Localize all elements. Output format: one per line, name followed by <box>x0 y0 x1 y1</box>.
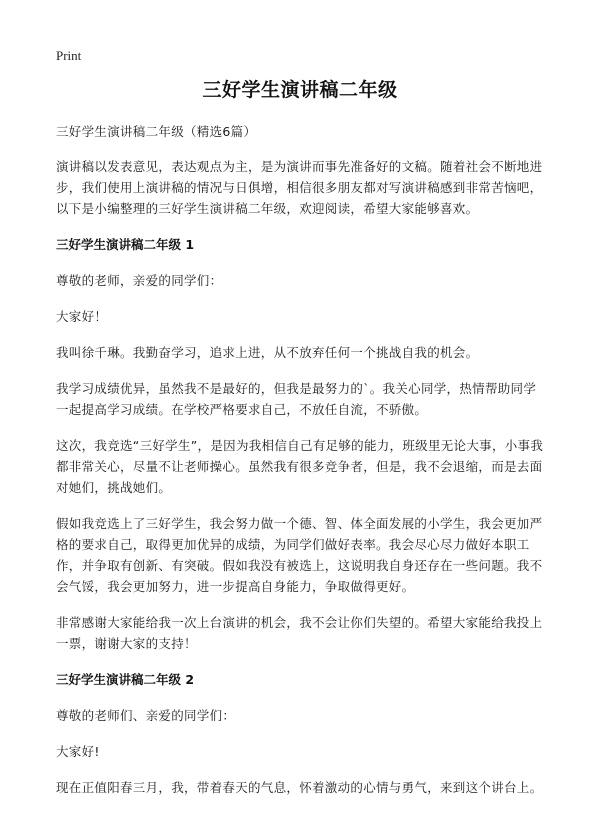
paragraph-hello: 大家好! <box>56 744 100 759</box>
print-link[interactable]: Print <box>56 48 82 63</box>
paragraph: 非常感谢大家能给我一次上台演讲的机会，我不会让你们失望的。希望大家能给我投上一票，谢谢大家的支持！ <box>56 615 543 651</box>
document-body <box>56 121 546 813</box>
paragraph-greeting: 尊敬的老师，亲爱的同学们： <box>56 273 223 288</box>
section-2 <box>56 669 546 798</box>
section-1 <box>56 234 546 654</box>
section-heading: 三好学生演讲稿二年级 1 <box>56 237 195 252</box>
intro-paragraph: 演讲稿以发表意见，表达观点为主，是为演讲而事先准备好的文稿。随着社会不断地进步，我们使用上演讲稿的情况与日俱增，相信很多朋友都对写演讲稿感到非常苦恼吧，以下是小编整理的三好学生演讲稿二年级，欢迎阅读，希望大家能够喜欢。 <box>56 159 543 216</box>
page-title: 三好学生演讲稿二年级 <box>202 79 398 101</box>
section-heading: 三好学生演讲稿二年级 2 <box>56 672 195 687</box>
paragraph-greeting: 尊敬的老师们、亲爱的同学们： <box>56 708 236 723</box>
paragraph: 我学习成绩优异，虽然我不是最好的，但我是最努力的`。我关心同学，热情帮助同学一起提高学习成绩。在学校严格要求自己，不放任自流，不骄傲。 <box>56 381 537 417</box>
paragraph-hello: 大家好！ <box>56 309 108 324</box>
paragraph: 我叫徐千琳。我勤奋学习，追求上进，从不放弃任何一个挑战自我的机会。 <box>56 345 479 360</box>
document-subtitle: 三好学生演讲稿二年级（精选6篇） <box>56 124 257 139</box>
paragraph: 这次，我竞选“三好学生”，是因为我相信自己有足够的能力，班级里无论大事，小事我都非常关心，尽量不让老师操心。虽然我有很多竞争者，但是，我不会退缩，而是去面对她们，挑战她们。 <box>56 438 544 495</box>
paragraph: 假如我竞选上了三好学生，我会努力做一个德、智、体全面发展的小学生，我会更加严格的要求自己，取得更加优异的成绩，为同学们做好表率。我会尽心尽力做好本职工作，并争取有创新、有突破。假如我没有被选上，这说明我自身还存在一些问题。我不会气馁，我会更加努力，进一步提高自身能力，争取做得更好。 <box>56 516 543 594</box>
paragraph: 现在正值阳春三月，我，带着春天的气息，怀着激动的心情与勇气，来到这个讲台上。 <box>56 780 543 795</box>
